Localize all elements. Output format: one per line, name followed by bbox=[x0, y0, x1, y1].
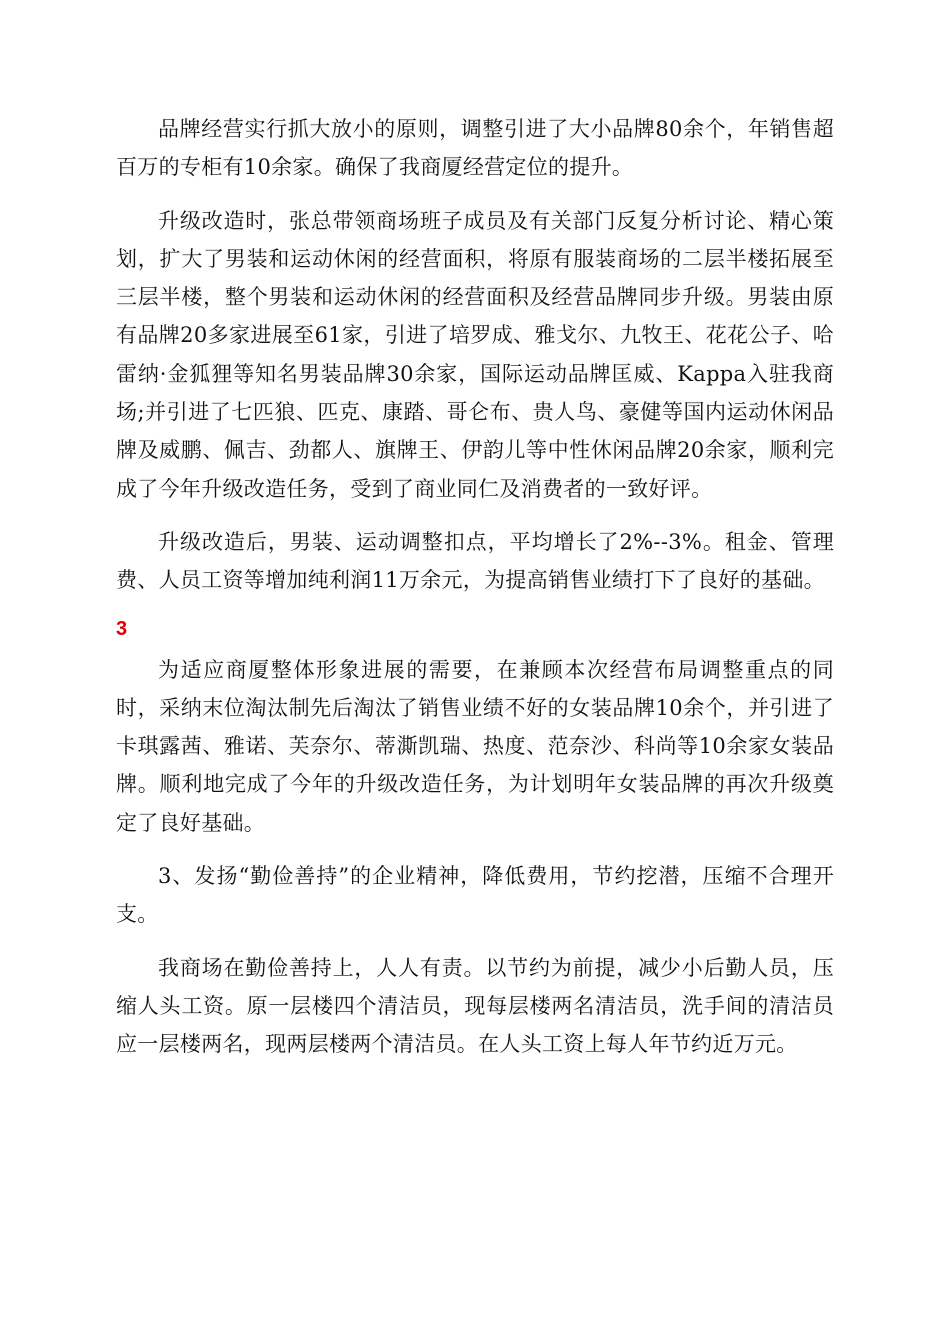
paragraph-upgrade-results: 升级改造后，男装、运动调整扣点，平均增长了2%--3%。租金、管理费、人员工资等增加纯利润11万余元，为提高销售业绩打下了良好的基础。 bbox=[116, 529, 834, 593]
paragraph-cost-saving: 我商场在勤俭善持上，人人有责。以节约为前提，减少小后勤人员，压缩人头工资。原一层楼四个清洁员，现每层楼两名清洁员，洗手间的清洁员应一层楼两名，现两层楼两个清洁员。在人头工资上每人年节约近万元。 bbox=[116, 955, 834, 1057]
section-number: 3 bbox=[116, 617, 128, 640]
paragraph-frugality-heading: 3、发扬“勤俭善持”的企业精神，降低费用，节约挖潜，压缩不合理开支。 bbox=[116, 864, 834, 927]
paragraph-upgrade-menswear: 升级改造时，张总带领商场班子成员及有关部门反复分析讨论、精心策划，扩大了男装和运动休闲的经营面积，将原有服装商场的二层半楼拓展至三层半楼，整个男装和运动休闲的经营面积及经营品牌同步升级。男装由原有品牌20多家进展至61家，引进了培罗成、雅戈尔、九牧王、花花公子、哈雷纳·金狐狸等知名男装品牌30余家，国际运动品牌匡威、Kappa入驻我商场;并引进了七匹狼、匹克、康踏、哥仑布、贵人鸟、豪健等国内运动休闲品牌及威鹏、佩吉、劲都人、旗牌王、伊韵儿等中性休闲品牌20余家，顺利完成了今年升级改造任务，受到了商业同仁及消费者的一致好评。 bbox=[116, 208, 834, 501]
document-body bbox=[116, 110, 834, 1079]
paragraph-brand-strategy: 品牌经营实行抓大放小的原则，调整引进了大小品牌80余个，年销售超百万的专柜有10余家。确保了我商厦经营定位的提升。 bbox=[116, 117, 834, 180]
paragraph-womenswear: 为适应商厦整体形象进展的需要，在兼顾本次经营布局调整重点的同时，采纳末位淘汰制先后淘汰了销售业绩不好的女装品牌10余个，并引进了卡琪露茜、雅诺、芙奈尔、蒂澌凯瑞、热度、范奈沙、科尚等10余家女装品牌。顺利地完成了今年的升级改造任务，为计划明年女装品牌的再次升级奠定了良好基础。 bbox=[116, 657, 834, 835]
